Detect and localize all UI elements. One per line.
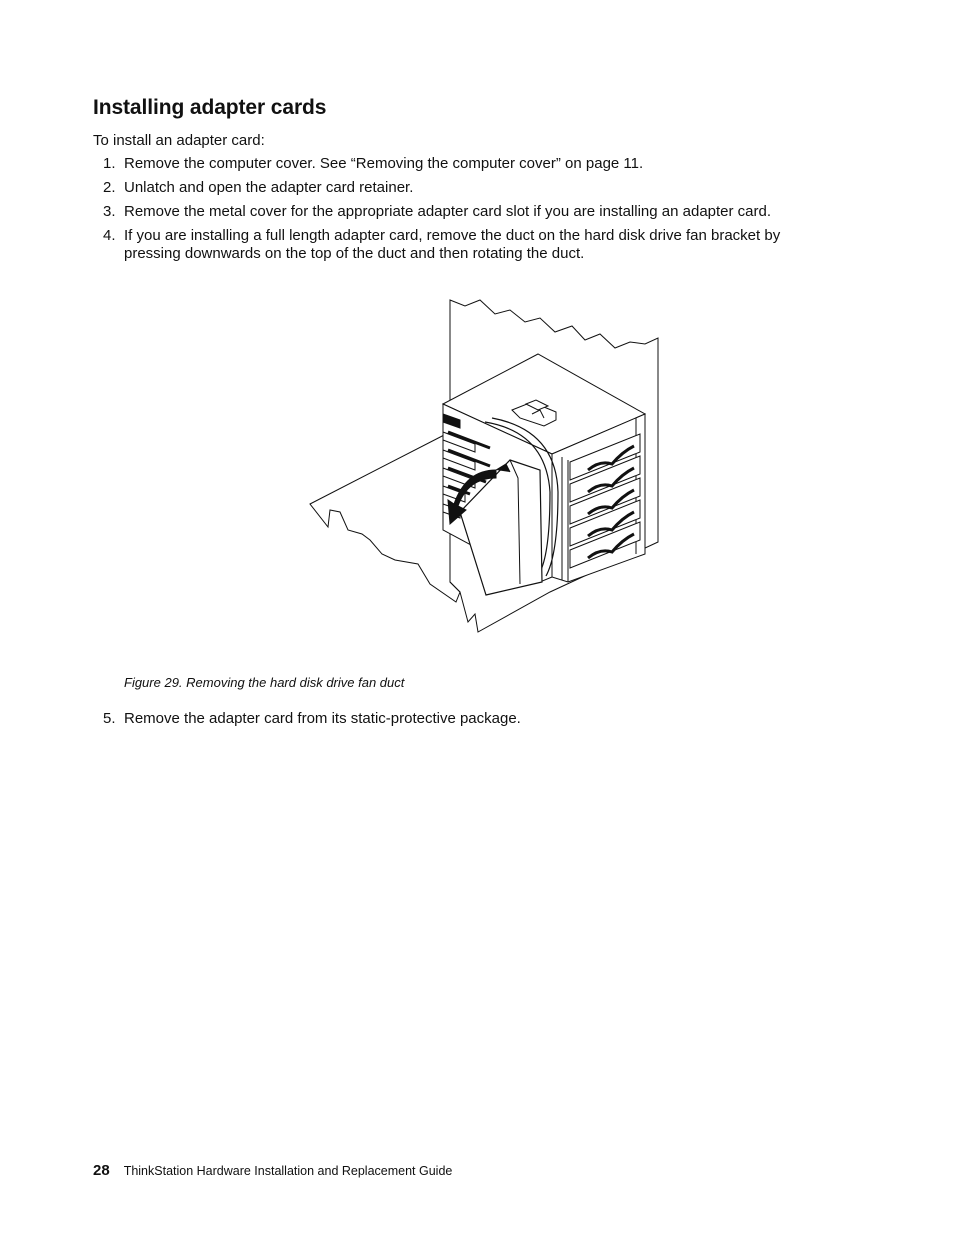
step-text: If you are installing a full length adapter card, remove the duct on the hard disk drive fan bracket by pressing downwards on the top of the duct and then rotating the duct. [124, 227, 781, 262]
step-item [93, 227, 833, 262]
section-title: Installing adapter cards [93, 96, 327, 119]
step-item [93, 179, 833, 197]
step-list [93, 155, 833, 269]
step-text: Unlatch and open the adapter card retainer. [124, 179, 414, 196]
step-number: 5. [103, 710, 116, 727]
fan-duct-illustration [300, 292, 680, 662]
chassis-floor [310, 432, 460, 602]
step-text: Remove the adapter card from its static-protective package. [124, 710, 521, 727]
step-list-continued [93, 710, 833, 728]
page-number: 28 [93, 1162, 110, 1179]
step-number: 1. [103, 155, 116, 172]
step-text: Remove the metal cover for the appropriate adapter card slot if you are installing an adapter card. [124, 203, 772, 220]
step-number: 3. [103, 203, 116, 220]
guide-title: ThinkStation Hardware Installation and Replacement Guide [123, 1164, 453, 1178]
figure-caption: Figure 29. Removing the hard disk drive fan duct [124, 675, 405, 690]
intro-text: To install an adapter card: [93, 132, 265, 149]
step-item [93, 710, 833, 728]
step-number: 4. [103, 227, 116, 244]
step-item [93, 203, 833, 221]
step-item [93, 155, 833, 173]
step-number: 2. [103, 179, 116, 196]
step-text: Remove the computer cover. See “Removing the computer cover” on page 11. [124, 155, 644, 172]
page-footer [93, 1162, 452, 1179]
